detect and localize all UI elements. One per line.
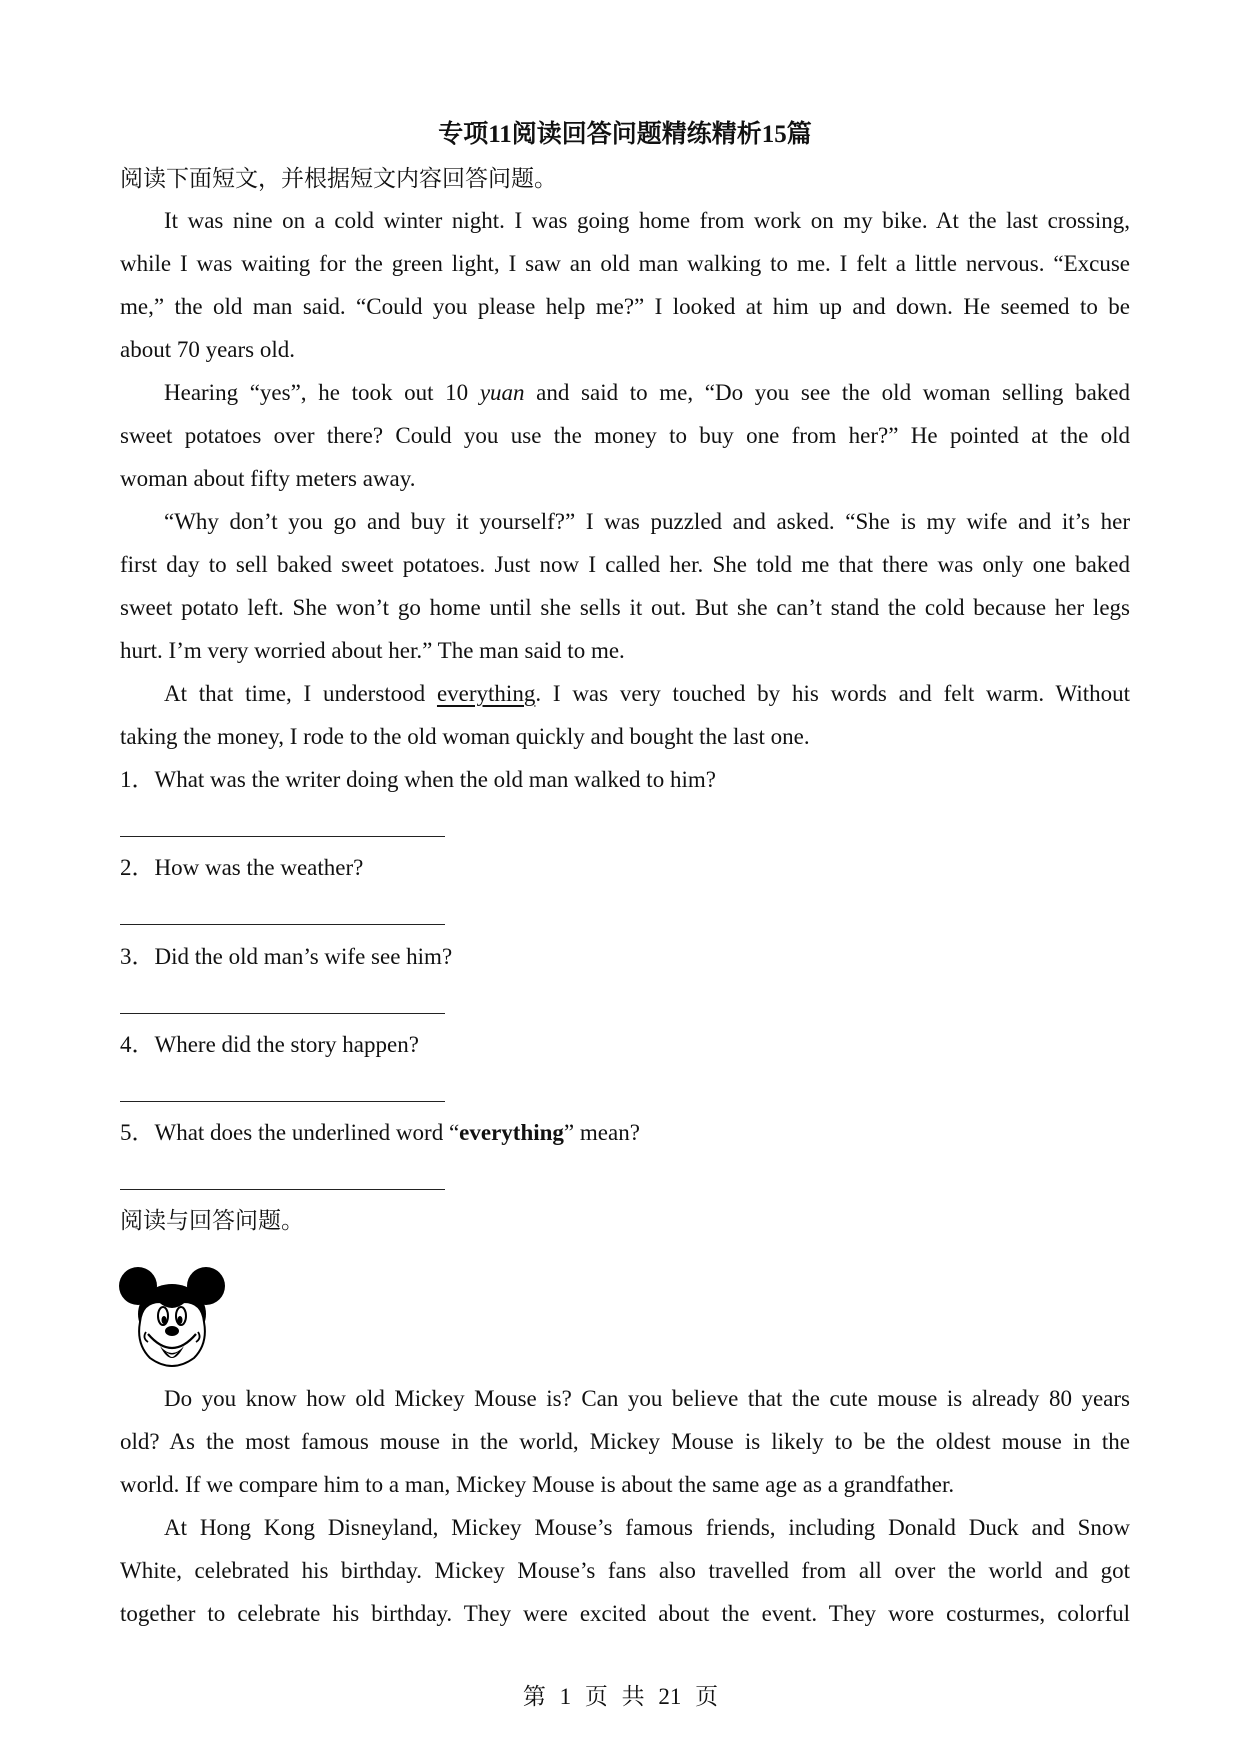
question-number: 3． xyxy=(120,944,155,969)
passage2-p2-line3: together to celebrate his birthday. They were excited about the event. They wore costurmes, colorful xyxy=(120,1601,1130,1626)
answer-line-2[interactable] xyxy=(120,924,445,925)
passage1-p2-line2: sweet potatoes over there? Could you use the money to buy one from her?” He pointed at the old xyxy=(120,423,1130,448)
answer-line-1[interactable] xyxy=(120,836,445,837)
passage1-p1-line4: about 70 years old. xyxy=(120,337,296,362)
question-bold-word: everything xyxy=(459,1120,564,1145)
section2-instruction: 阅读与回答问题。 xyxy=(120,1208,304,1233)
page-footer: 第 1 页 共 21 页 xyxy=(522,1684,719,1709)
answer-line-3[interactable] xyxy=(120,1013,445,1014)
passage1-p3-line3: sweet potato left. She won’t go home until she sells it out. But she can’t stand the cold because her legs xyxy=(120,595,1130,620)
p2-italic-word: yuan xyxy=(479,380,525,405)
question-number: 2． xyxy=(120,855,155,880)
question-number: 5． xyxy=(120,1120,155,1145)
question-2 xyxy=(120,852,1130,884)
underlined-word: everything xyxy=(436,681,536,706)
question-number: 4． xyxy=(120,1032,155,1057)
passage1-p2-line1 xyxy=(120,377,1130,409)
p4-text-a: At that time, I understood xyxy=(164,681,437,706)
question-text-a: What does the underlined word “ xyxy=(154,1120,460,1145)
passage1-p3-line2: first day to sell baked sweet potatoes. Just now I called her. She told me that there was only one baked xyxy=(120,552,1130,577)
mickey-mouse-icon xyxy=(118,1262,226,1374)
answer-line-4[interactable] xyxy=(120,1101,445,1102)
question-text: How was the weather? xyxy=(154,855,364,880)
passage1-p3-line1: “Why don’t you go and buy it yourself?” I was puzzled and asked. “She is my wife and it’s her xyxy=(164,509,1130,534)
answer-line-5[interactable] xyxy=(120,1189,445,1190)
passage2-p1-line2: old? As the most famous mouse in the world, Mickey Mouse is likely to be the oldest mouse in the xyxy=(120,1429,1130,1454)
page-title: 专项11阅读回答问题精练精析15篇 xyxy=(438,121,812,148)
passage1-p3-line4: hurt. I’m very worried about her.” The man said to me. xyxy=(120,638,625,663)
p2-text-b: and said to me, “Do you see the old woman selling baked xyxy=(524,380,1130,405)
passage2-p1-line3: world. If we compare him to a man, Mickey Mouse is about the same age as a grandfather. xyxy=(120,1472,955,1497)
passage1-p4-line1 xyxy=(120,678,1130,710)
question-text: Did the old man’s wife see him? xyxy=(154,944,453,969)
question-5 xyxy=(120,1117,1130,1149)
p2-text-a: Hearing “yes”, he took out 10 xyxy=(164,380,480,405)
passage1-p2-line3: woman about fifty meters away. xyxy=(120,466,416,491)
p4-text-b: . I was very touched by his words and felt warm. Without xyxy=(535,681,1130,706)
question-text: Where did the story happen? xyxy=(154,1032,419,1057)
question-4 xyxy=(120,1029,1130,1061)
passage1-p1-line3: me,” the old man said. “Could you please help me?” I looked at him up and down. He seemed to be xyxy=(120,294,1130,319)
passage1-p1-line1: It was nine on a cold winter night. I was going home from work on my bike. At the last crossing, xyxy=(164,208,1130,233)
passage2-p1-line1: Do you know how old Mickey Mouse is? Can you believe that the cute mouse is already 80 years xyxy=(164,1386,1130,1411)
question-text-b: ” mean? xyxy=(563,1120,640,1145)
question-1 xyxy=(120,764,1130,796)
passage1-p1-line2: while I was waiting for the green light, I saw an old man walking to me. I felt a little nervous. “Excuse xyxy=(120,251,1130,276)
question-text: What was the writer doing when the old man walked to him? xyxy=(154,767,716,792)
section1-instruction: 阅读下面短文，并根据短文内容回答问题。 xyxy=(120,166,557,191)
passage2-p2-line2: White, celebrated his birthday. Mickey Mouse’s fans also travelled from all over the world and got xyxy=(120,1558,1130,1583)
passage1-p4-line2: taking the money, I rode to the old woman quickly and bought the last one. xyxy=(120,724,810,749)
question-3 xyxy=(120,941,1130,973)
passage2-p2-line1: At Hong Kong Disneyland, Mickey Mouse’s famous friends, including Donald Duck and Snow xyxy=(164,1515,1130,1540)
question-number: 1． xyxy=(120,767,155,792)
